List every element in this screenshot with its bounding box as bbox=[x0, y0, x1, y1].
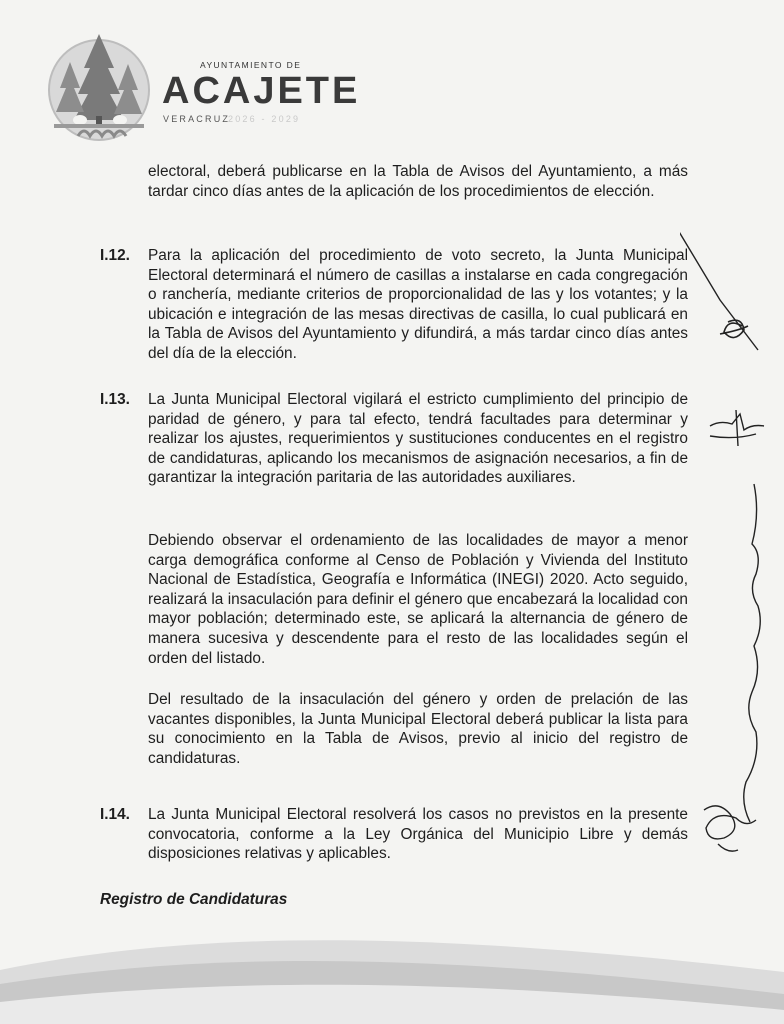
footer-swoosh bbox=[0, 910, 784, 1024]
signature-mark-icon bbox=[680, 190, 784, 870]
item-paragraph: Para la aplicación del procedimiento de voto secreto, la Junta Municipal Electoral determinará el número de casillas a instalarse en cada congregación o ranchería, mediante criterios de proporcionalidad de las y los votantes; y la ubicación e integración de las mesas directivas de casilla, lo cual publicará en la Tabla de Avisos del Ayuntamiento y difundirá, a más tardar cinco días antes del día de la elección. bbox=[148, 247, 688, 362]
brand-subtitle: AYUNTAMIENTO DE bbox=[200, 60, 302, 70]
item-number: I.13. bbox=[100, 391, 130, 408]
brand-years: 2026 - 2029 bbox=[228, 114, 301, 124]
item-paragraph: La Junta Municipal Electoral resolverá los casos no previstos en la presente convocatoria, conforme a la Ley Orgánica del Municipio Libre y demás disposiciones relativas y aplicables. bbox=[148, 806, 688, 863]
municipal-emblem-icon bbox=[40, 28, 158, 146]
brand-title: ACAJETE bbox=[162, 70, 361, 112]
intro-paragraph: electoral, deberá publicarse en la Tabla de Avisos del Ayuntamiento, a más tardar cinco días antes de la aplicación de los procedimientos de elección. bbox=[148, 163, 688, 200]
section-title: Registro de Candidaturas bbox=[100, 891, 288, 908]
item-number: I.12. bbox=[100, 247, 130, 264]
item-paragraph: La Junta Municipal Electoral vigilará el estricto cumplimiento del principio de paridad de género, y para tal efecto, tendrá facultades para determinar y realizar los ajustes, requerimientos y sustituciones conducentes en el registro de candidaturas, aplicando los mecanismos de asignación necesarios, a fin de garantizar la integración paritaria de las autoridades auxiliares. bbox=[148, 391, 688, 487]
item-number: I.14. bbox=[100, 806, 130, 823]
item-paragraph-continued: Debiendo observar el ordenamiento de las localidades de mayor a menor carga demográfica conforme al Censo de Población y Vivienda del Instituto Nacional de Estadística, Geografía e Informática (INEGI) 2020. Acto seguido, realizará la insaculación para definir el género que encabezará la localidad con mayor población; determinado este, se aplicará la alternancia de género de manera sucesiva y descendente para el resto de las localidades según el orden del listado. bbox=[148, 532, 688, 667]
brand-state: VERACRUZ bbox=[163, 114, 231, 124]
item-paragraph-continued: Del resultado de la insaculación del género y orden de prelación de las vacantes disponibles, la Junta Municipal Electoral deberá publicar la lista para su conocimiento en la Tabla de Avisos, previo al inicio del registro de candidaturas. bbox=[148, 691, 688, 767]
